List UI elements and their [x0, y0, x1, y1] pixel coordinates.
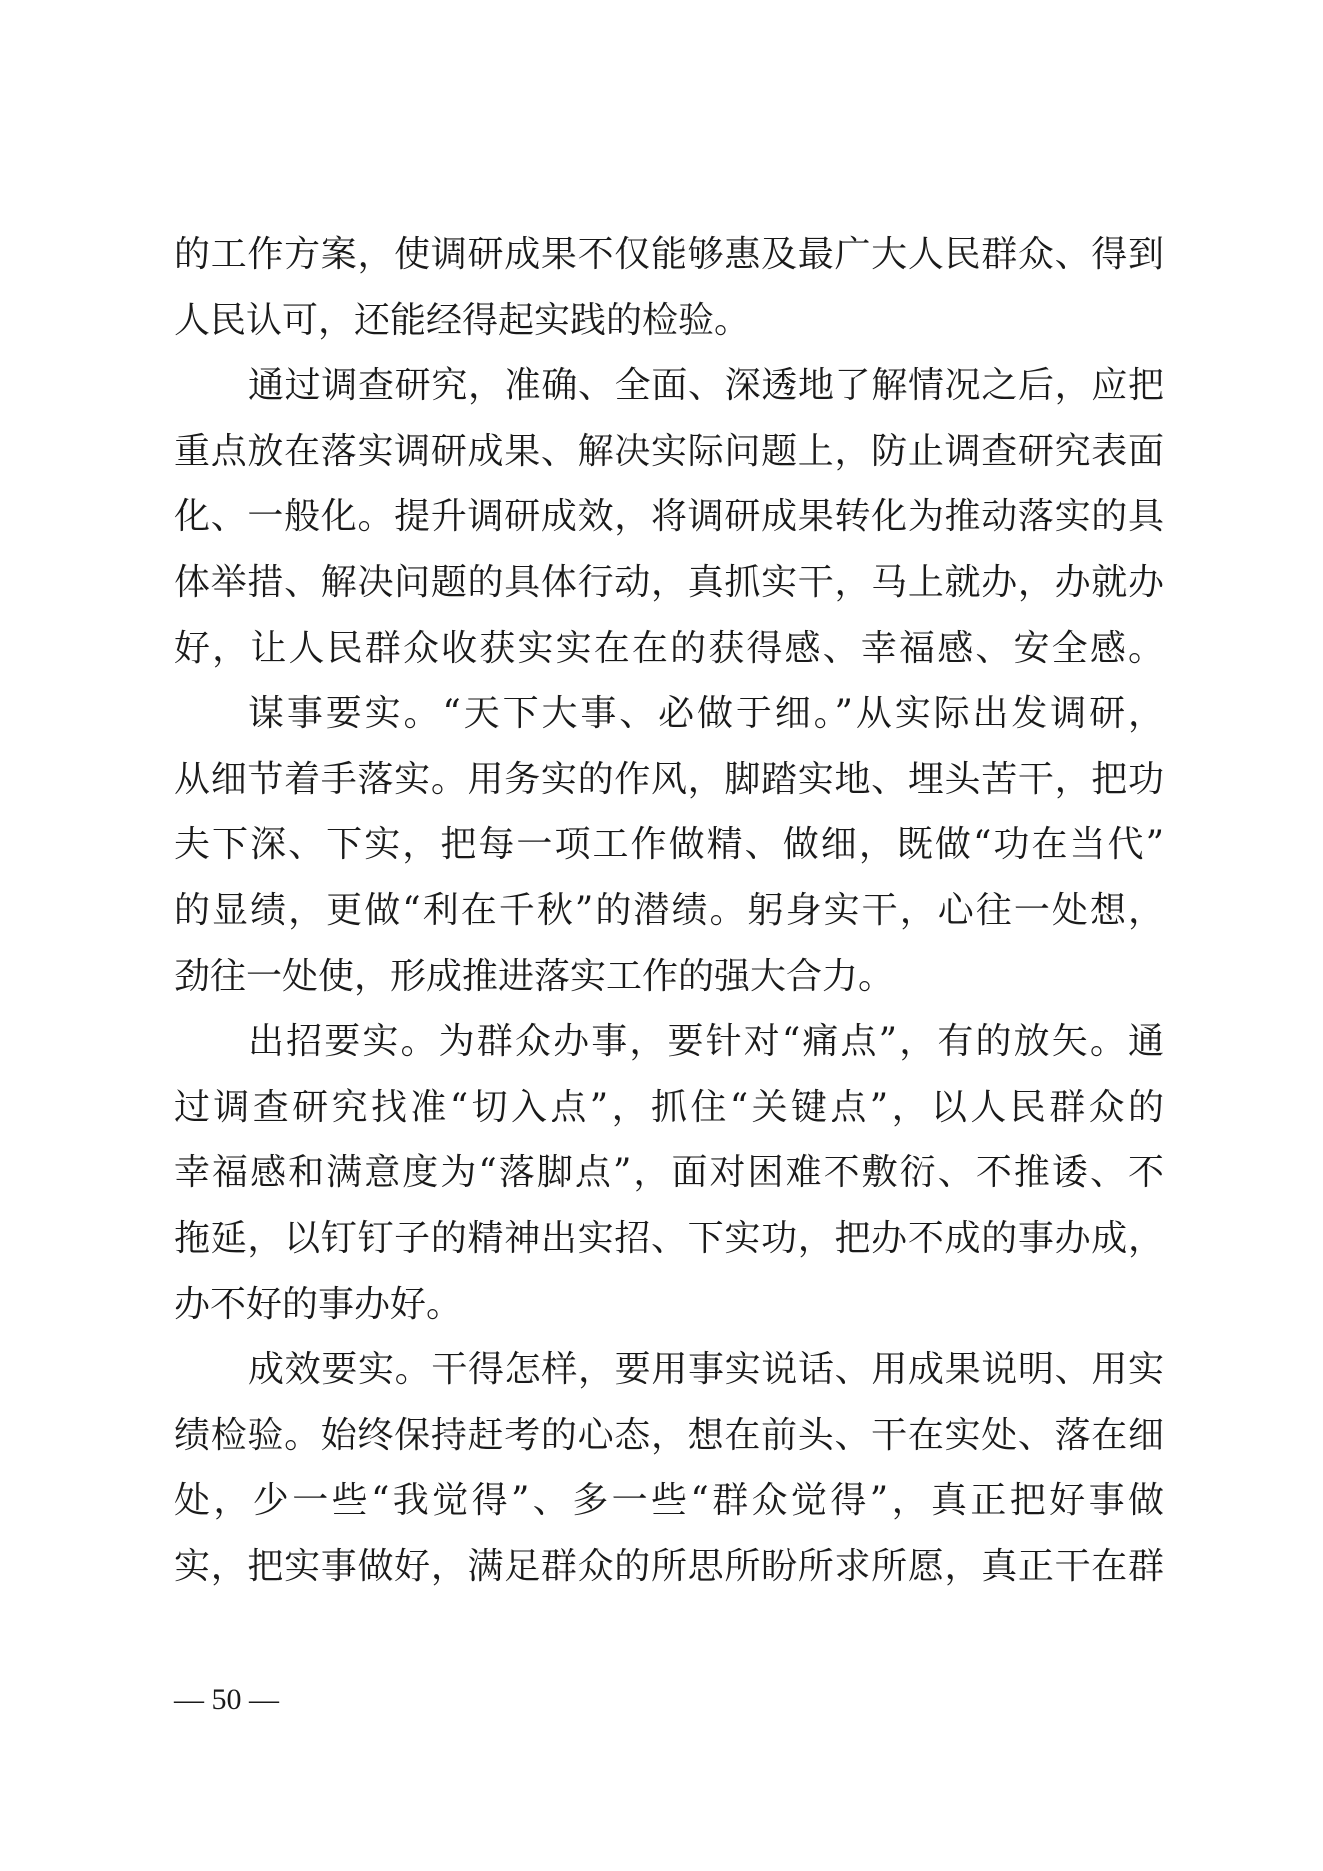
text-line: 人民认可，还能经得起实践的检验。 [174, 299, 751, 341]
text-line: 从细节着手落实。用务实的作风，脚踏实地、埋头苦干，把功 [174, 758, 1164, 800]
text-line: 幸福感和满意度为“落脚点”，面对困难不敷衍、不推诿、不 [174, 1152, 1164, 1194]
text-line: 实，把实事做好，满足群众的所思所盼所求所愿，真正干在群 [174, 1545, 1164, 1587]
text-line: 处，少一些“我觉得”、多一些“群众觉得”，真正把好事做 [174, 1480, 1164, 1522]
paragraph-start-line: 谋事要实。“天下大事、必做于细。”从实际出发调研， [248, 693, 1164, 735]
paragraph-start-line: 通过调查研究，准确、全面、深透地了解情况之后，应把 [248, 365, 1164, 407]
text-line: 过调查研究找准“切入点”，抓住“关键点”，以人民群众的 [174, 1086, 1164, 1128]
text-line: 好，让人民群众收获实实在在的获得感、幸福感、安全感。 [174, 627, 1164, 669]
paragraph-start-line: 出招要实。为群众办事，要针对“痛点”，有的放矢。通 [248, 1021, 1164, 1063]
text-line: 绩检验。始终保持赶考的心态，想在前头、干在实处、落在细 [174, 1414, 1164, 1456]
text-line: 的工作方案，使调研成果不仅能够惠及最广大人民群众、得到 [174, 234, 1164, 275]
text-line: 拖延，以钉钉子的精神出实招、下实功，把办不成的事办成， [174, 1217, 1164, 1259]
page-number: — 50 — [174, 1683, 279, 1716]
body-text [174, 222, 1164, 1599]
paragraph-start-line: 成效要实。干得怎样，要用事实说话、用成果说明、用实 [248, 1349, 1164, 1391]
text-line: 化、一般化。提升调研成效，将调研成果转化为推动落实的具 [174, 496, 1164, 538]
text-line: 办不好的事办好。 [174, 1283, 463, 1325]
text-line: 重点放在落实调研成果、解决实际问题上，防止调查研究表面 [174, 430, 1164, 472]
text-line: 体举措、解决问题的具体行动，真抓实干，马上就办，办就办 [174, 561, 1164, 603]
text-line: 的显绩，更做“利在千秋”的潜绩。躬身实干，心往一处想， [174, 889, 1164, 931]
text-line: 夫下深、下实，把每一项工作做精、做细，既做“功在当代” [174, 824, 1164, 866]
text-line: 劲往一处使，形成推进落实工作的强大合力。 [174, 955, 895, 997]
